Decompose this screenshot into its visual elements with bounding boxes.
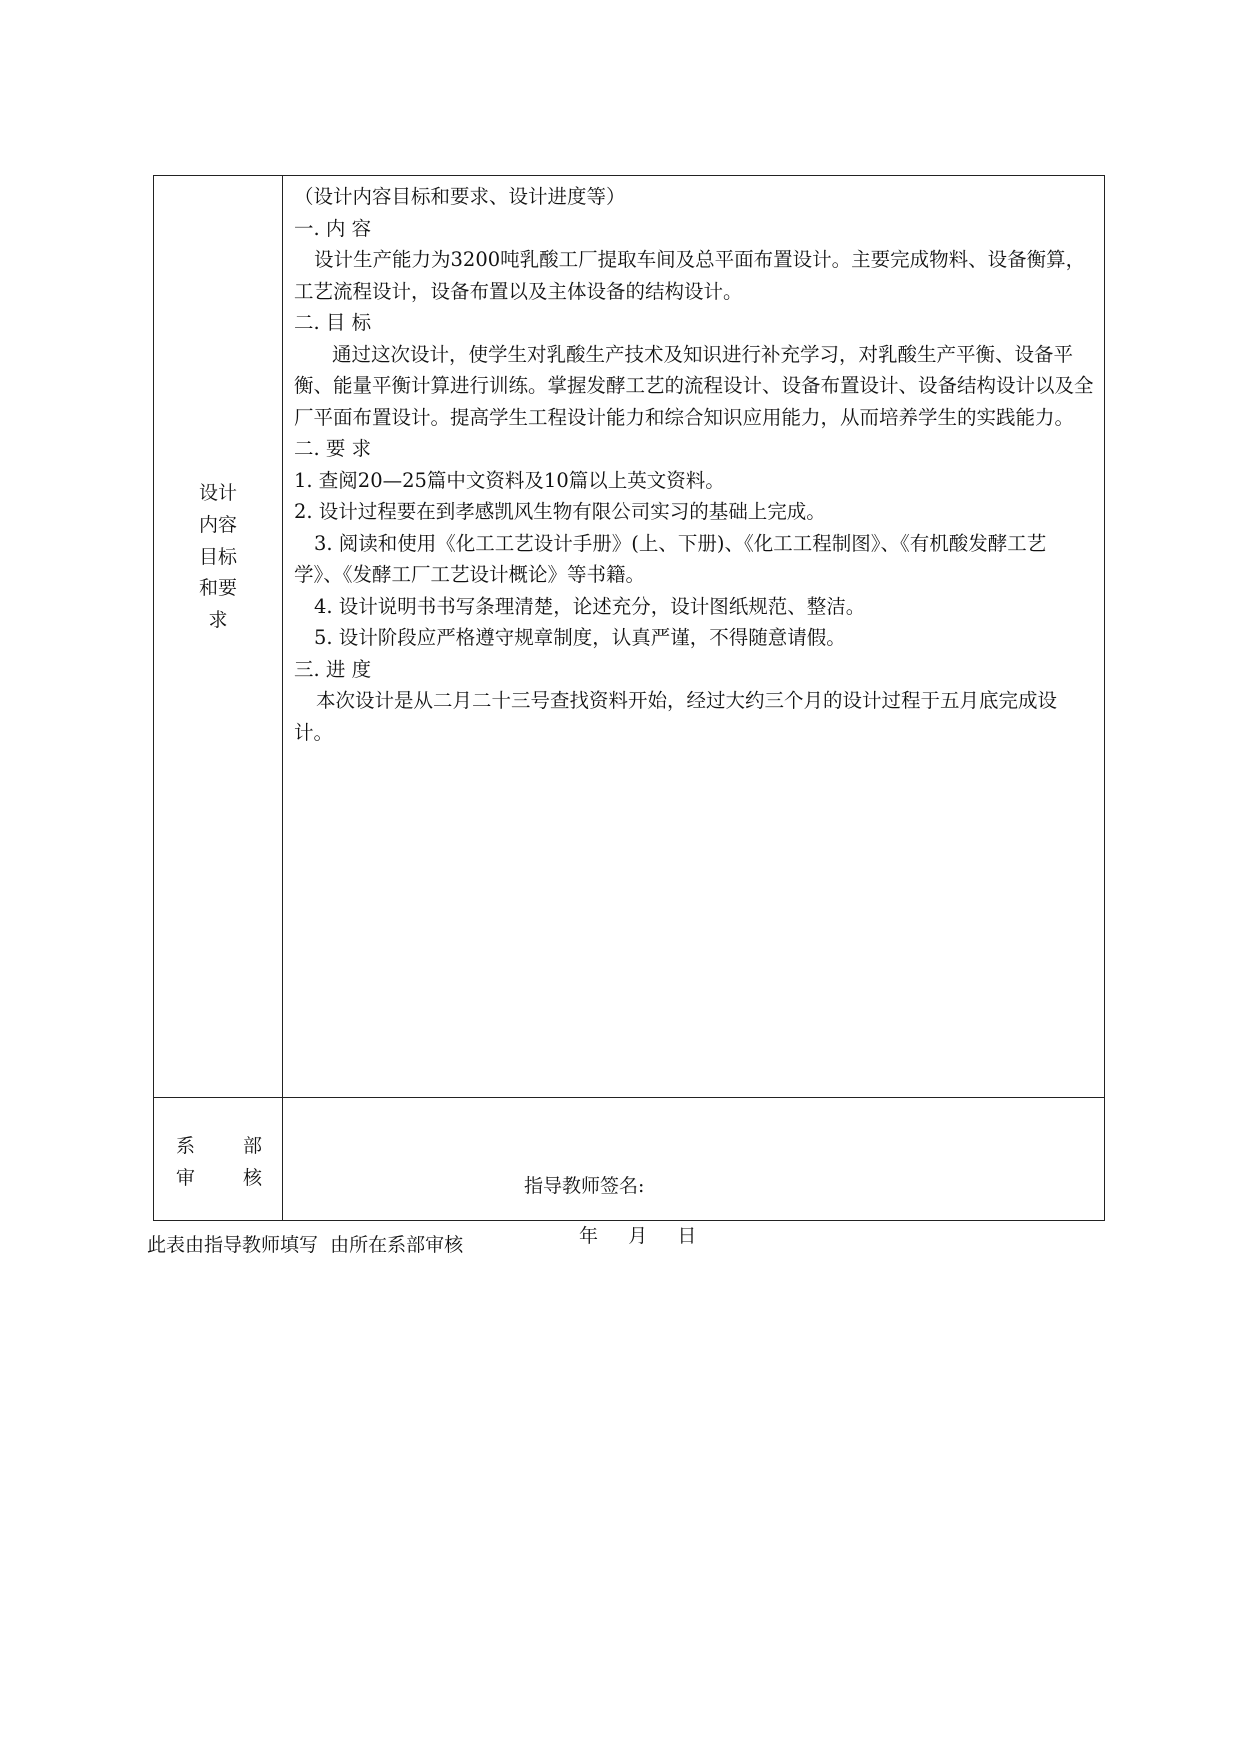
section-goal-heading: 二. 目 标 — [294, 311, 372, 334]
date-label: 年 月 日 — [579, 1225, 697, 1247]
requirement-item: 2. 设计过程要在到孝感凯风生物有限公司实习的基础上完成。 — [294, 500, 826, 523]
section-content-body: 设计生产能力为3200吨乳酸工厂提取车间及总平面布置设计。主要完成物料、设备衡算，工艺流程设计，设备布置以及主体设备的结构设计。 — [294, 248, 1086, 303]
design-content-cell — [294, 181, 1094, 748]
row-divider — [154, 1097, 1104, 1098]
dept-review-label-line2: 审 核 — [176, 1167, 262, 1189]
requirement-item: 1. 查阅20—25篇中文资料及10篇以上英文资料。 — [294, 468, 725, 492]
advisor-signature-label: 指导教师签名: — [524, 1175, 645, 1197]
section-content-heading: 一. 内 容 — [294, 216, 372, 240]
design-content-label: 设计内容目标和要求 — [198, 482, 237, 632]
section-goal-body: 通过这次设计，使学生对乳酸生产技术及知识进行补充学习，对乳酸生产平衡、设备平衡、能量平衡计算进行训练。掌握发酵工艺的流程设计、设备布置设计、设备结构设计以及全厂平面布置设计。提高学生工程设计能力和综合知识应用能力，从而培养学生的实践能力。 — [294, 342, 1094, 429]
section-progress-heading: 三. 进 度 — [294, 657, 372, 681]
requirement-item: 4. 设计说明书书写条理清楚，论述充分，设计图纸规范、整洁。 — [314, 594, 866, 618]
section-requirements-heading: 二. 要 求 — [294, 437, 372, 460]
dept-review-label-line1: 系 部 — [176, 1135, 262, 1157]
intro-text: （设计内容目标和要求、设计进度等） — [294, 185, 626, 208]
requirement-item: 5. 设计阶段应严格遵守规章制度，认真严谨，不得随意请假。 — [314, 626, 846, 649]
footer-note: 此表由指导教师填写 由所在系部审核 — [147, 1234, 464, 1256]
requirement-item: 3. 阅读和使用《化工工艺设计手册》(上、下册)、《化工工程制图》、《有机酸发酵工艺学》、《发酵工厂工艺设计概论》等书籍。 — [294, 531, 1047, 586]
column-divider — [282, 176, 283, 1220]
section-progress-body: 本次设计是从二月二十三号查找资料开始，经过大约三个月的设计过程于五月底完成设计。 — [294, 689, 1058, 744]
